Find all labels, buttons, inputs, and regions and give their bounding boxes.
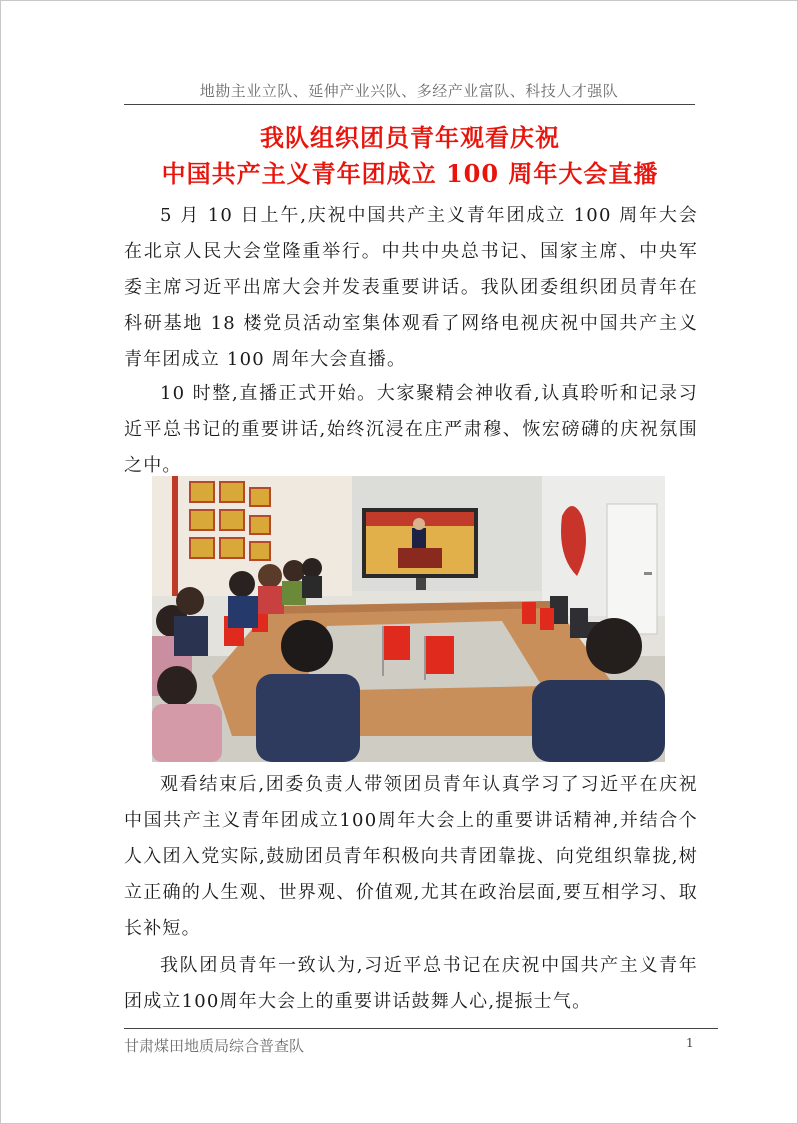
paragraph-3: 观看结束后,团委负责人带领团员青年认真学习了习近平在庆祝中国共产主义青年团成立100周年大会上的重要讲话精神,并结合个人入团入党实际,鼓励团员青年积极向共青团靠拢、向党组织靠拢,树立正确的人生观、世界观、价值观,尤其在政治层面,要互相学习、取长补短。 [124, 774, 698, 939]
page-number: 1 [686, 1036, 694, 1050]
meeting-room-photo [152, 476, 665, 762]
header-slogan: 地勘主业立队、延伸产业兴队、多经产业富队、科技人才强队 [199, 82, 619, 100]
article-title-line1: 我队组织团员青年观看庆祝 [260, 123, 560, 152]
paragraph-1: 5 月 10 日上午,庆祝中国共产主义青年团成立 100 周年大会在北京人民大会堂隆重举行。中共中央总书记、国家主席、中央军委主席习近平出席大会并发表重要讲话。我队团委组织团员青年在科研基地 18 楼党员活动室集体观看了网络电视庆祝中国共产主义青年团成立 100 周年大会直播。 [124, 205, 698, 370]
footer-divider [124, 1028, 718, 1029]
paragraph-4: 我队团员青年一致认为,习近平总书记在庆祝中国共产主义青年团成立100周年大会上的重要讲话鼓舞人心,提振士气。 [124, 955, 698, 1012]
paragraph-2: 10 时整,直播正式开始。大家聚精会神收看,认真聆听和记录习近平总书记的重要讲话,始终沉浸在庄严肃穆、恢宏磅礴的庆祝氛围之中。 [124, 383, 698, 476]
article-title-line2: 中国共产主义青年团成立 100 周年大会直播 [161, 159, 659, 188]
footer-organization: 甘肃煤田地质局综合普查队 [124, 1037, 305, 1055]
header-divider [124, 104, 695, 105]
